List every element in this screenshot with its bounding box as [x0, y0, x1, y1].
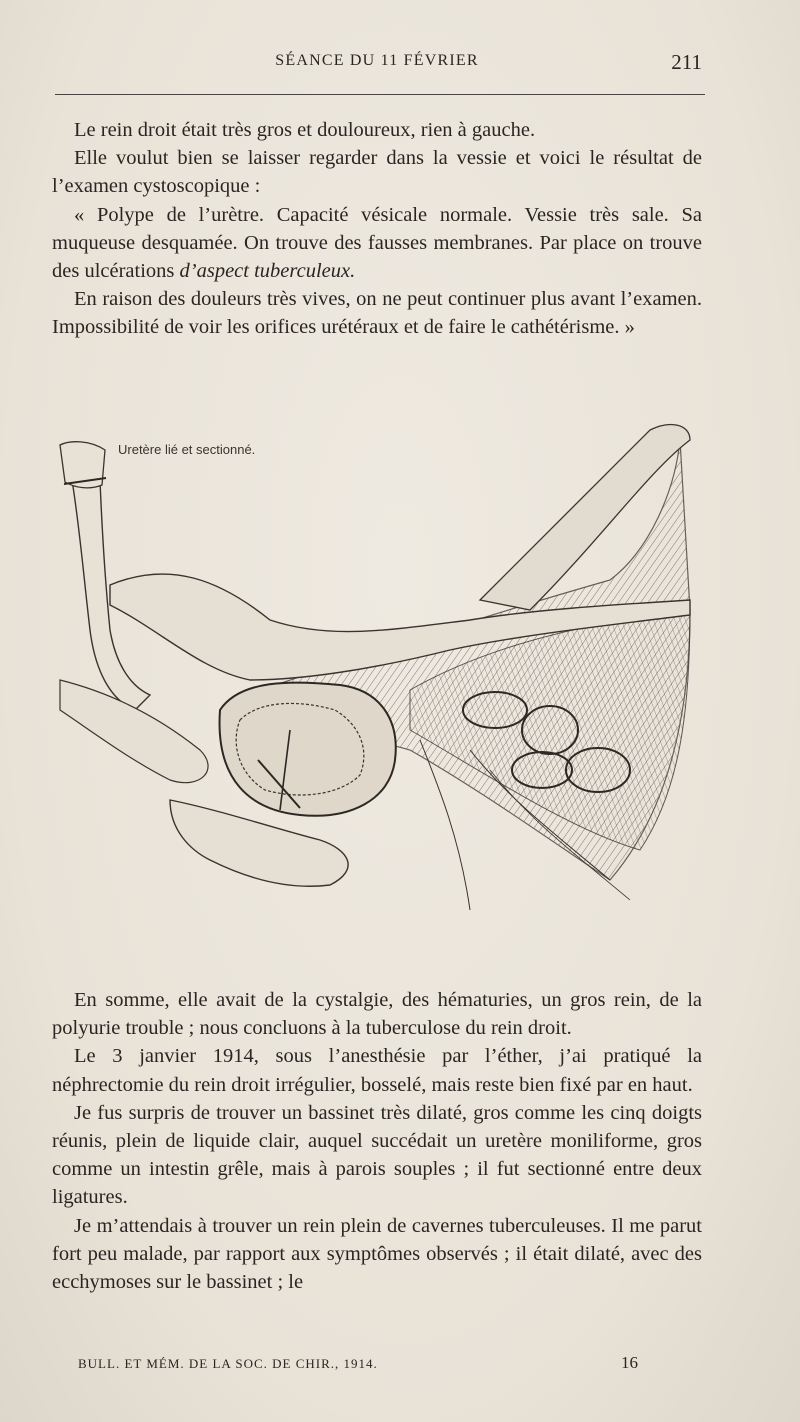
running-header: [52, 52, 702, 82]
header-title: SÉANCE DU 11 FÉVRIER: [275, 52, 479, 69]
paragraph-text: « Polype de l’urètre. Capacité vésicale normale. Vessie très sale. Sa muqueuse desquamée. On trouve des fausses membranes. Par place on trouve des ulcérations: [52, 203, 702, 283]
paragraph: Le rein droit était très gros et douloureux, rien à gauche.: [74, 119, 536, 141]
anatomical-illustration: [50, 410, 700, 940]
kidney-drawing: [50, 410, 700, 940]
header-rule: [55, 94, 705, 95]
italic-phrase: d’aspect tuberculeux.: [179, 260, 356, 283]
page-number: 211: [671, 50, 702, 74]
paragraph: Je m’attendais à trouver un rein plein de cavernes tuberculeuses. Il me parut fort peu malade, par rapport aux symptômes observés ; il était dilaté, avec des ecchymoses sur le bassinet ; le: [52, 1214, 702, 1294]
paragraph: Elle voulut bien se laisser regarder dans la vessie et voici le résultat de l’examen cystoscopique :: [52, 147, 702, 198]
figure-caption: Uretère lié et sectionné.: [118, 442, 256, 457]
body-text-top: [52, 116, 702, 342]
paragraph: Le 3 janvier 1914, sous l’anesthésie par l’éther, j’ai pratiqué la néphrectomie du rein droit irrégulier, bosselé, mais reste bien fixé par en haut.: [52, 1045, 702, 1096]
journal-reference: BULL. ET MÉM. DE LA SOC. DE CHIR., 1914.: [78, 1356, 378, 1371]
paragraph: En raison des douleurs très vives, on ne peut continuer plus avant l’examen. Impossibilité de voir les orifices urétéraux et de faire le cathétérisme. »: [52, 288, 702, 339]
paragraph: [52, 201, 702, 286]
body-text-bottom: [52, 986, 702, 1296]
paragraph: En somme, elle avait de la cystalgie, des hématuries, un gros rein, de la polyurie trouble ; nous concluons à la tuberculose du rein droit.: [52, 989, 702, 1040]
paragraph: Je fus surpris de trouver un bassinet très dilaté, gros comme les cinq doigts réunis, plein de liquide clair, auquel succédait un uretère moniliforme, gros comme un intestin grêle, mais à parois souples ; il fut sectionné entre deux ligatures.: [52, 1101, 702, 1209]
page-footer: [78, 1353, 638, 1378]
signature-mark: 16: [621, 1353, 638, 1372]
